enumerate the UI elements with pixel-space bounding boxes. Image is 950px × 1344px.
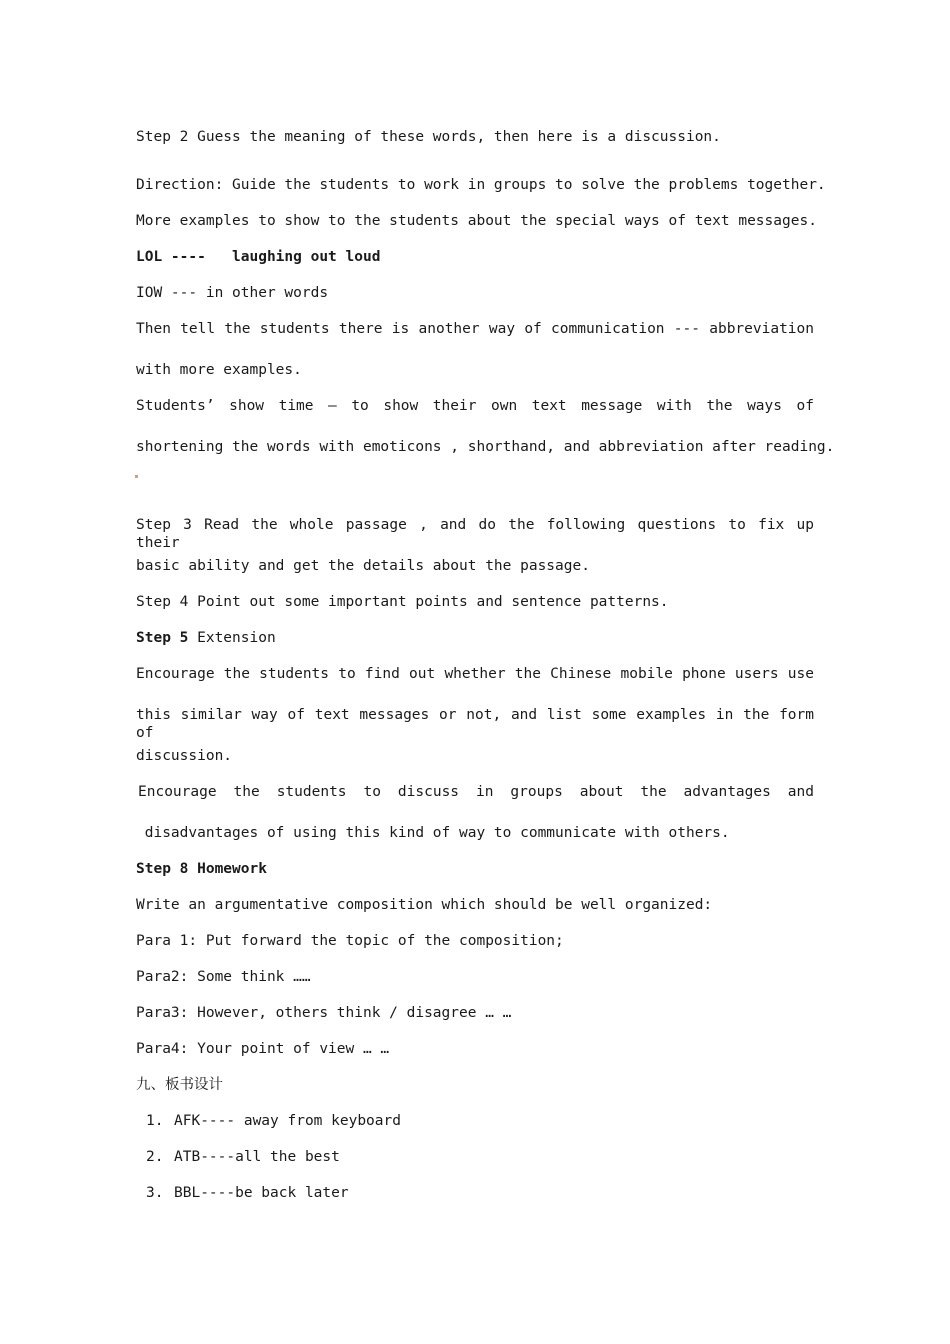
lol-line: LOL ---- laughing out loud — [136, 249, 381, 265]
step5-text: Extension — [188, 630, 276, 646]
para2-line: Para2: Some think …… — [136, 969, 311, 985]
paragraph-mark — [135, 475, 138, 478]
write-line: Write an argumentative composition which should be well organized: — [136, 897, 713, 913]
encourage1-line-1: Encourage the students to find out whether the Chinese mobile phone users use — [136, 666, 814, 682]
then-tell-line-1: Then tell the students there is another way of communication --- abbreviation — [136, 321, 814, 337]
para4-line: Para4: Your point of view … … — [136, 1041, 390, 1057]
list-item: BBL----be back later — [174, 1185, 349, 1201]
step5-line — [136, 629, 276, 647]
more-examples-line: More examples to show to the students about the special ways of text messages. — [136, 213, 817, 229]
step4-line: Step 4 Point out some important points and sentence patterns. — [136, 594, 669, 610]
then-tell-line-2: with more examples. — [136, 362, 302, 378]
encourage2-line-2: disadvantages of using this kind of way to communicate with others. — [136, 825, 730, 841]
encourage1-line-3: discussion. — [136, 748, 233, 764]
step5-label: Step 5 — [136, 630, 189, 646]
encourage1-line-2: this similar way of text messages or not, and list some examples in the form of — [136, 707, 814, 741]
step3-line-2: basic ability and get the details about the passage. — [136, 558, 590, 574]
step8-line: Step 8 Homework — [136, 861, 267, 877]
students-line-2: shortening the words with emoticons , shorthand, and abbreviation after reading. — [136, 439, 835, 455]
para1-line: Para 1: Put forward the topic of the composition; — [136, 933, 564, 949]
iow-line: IOW --- in other words — [136, 285, 329, 301]
list-item: ATB----all the best — [174, 1149, 340, 1165]
board-design-heading: 九、板书设计 — [136, 1077, 223, 1093]
step2-line: Step 2 Guess the meaning of these words, then here is a discussion. — [136, 129, 721, 145]
encourage2-line-1: Encourage the students to discuss in groups about the advantages and — [138, 784, 814, 800]
list-item-number: 1. — [146, 1113, 164, 1129]
list-item-number: 2. — [146, 1149, 164, 1165]
direction-line: Direction: Guide the students to work in groups to solve the problems together. — [136, 177, 826, 193]
students-line-1: Students’ show time – to show their own text message with the ways of — [136, 398, 814, 414]
list-item-number: 3. — [146, 1185, 164, 1201]
para3-line: Para3: However, others think / disagree … … — [136, 1005, 512, 1021]
list-item: AFK---- away from keyboard — [174, 1113, 401, 1129]
step3-line-1: Step 3 Read the whole passage , and do the following questions to fix up their — [136, 517, 814, 551]
